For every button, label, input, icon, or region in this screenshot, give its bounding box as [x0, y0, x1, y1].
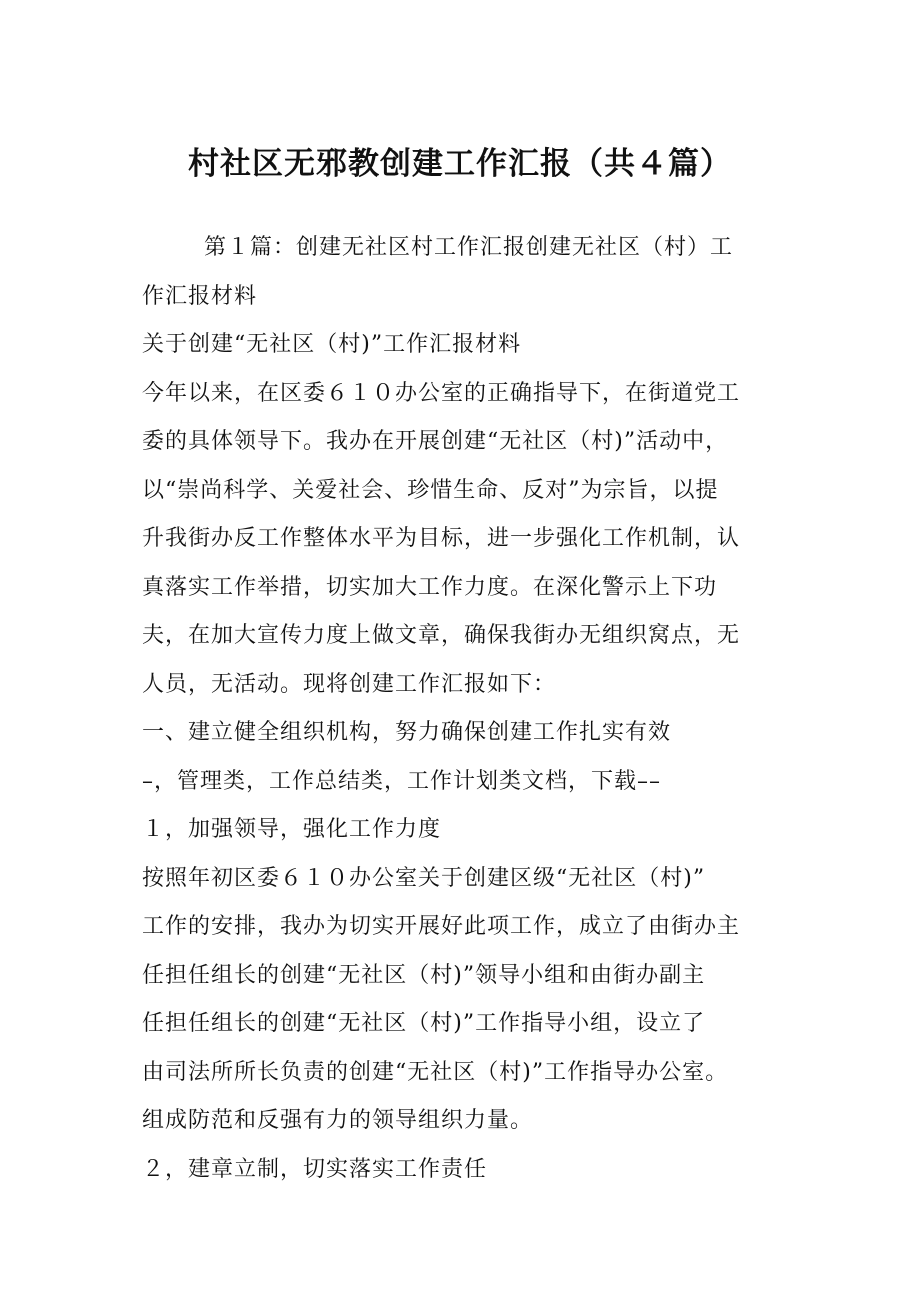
paragraph-line: 任担任组长的创建“无社区（村)”领导小组和由街办副主: [142, 962, 706, 988]
section-heading: 一、建立健全组织机构，努力确保创建工作扎实有效: [142, 720, 672, 745]
paragraph-line: 关于创建“无社区（村)”工作汇报材料: [142, 332, 522, 357]
paragraph-line: 真落实工作举措，切实加大工作力度。在深化警示上下功: [142, 574, 718, 600]
subsection-heading: １，加强领导，强化工作力度: [142, 817, 442, 842]
paragraph-line: 工作的安排，我办为切实开展好此项工作，成立了由街办主: [142, 914, 741, 939]
paragraph-line: 组成防范和反强有力的领导组织力量。: [142, 1108, 534, 1133]
document-title: 村社区无邪教创建工作汇报（共４篇）: [188, 146, 732, 182]
paragraph-line: 升我街办反工作整体水平为目标，进一步强化工作机制，认: [142, 526, 741, 551]
paragraph-line: 人员，无活动。现将创建工作汇报如下：: [142, 671, 557, 697]
document-body: [142, 224, 802, 1194]
paragraph-line: 夫，在加大宣传力度上做文章，确保我街办无组织窝点，无: [142, 623, 741, 648]
paragraph-line: 以“崇尚科学、关爱社会、珍惜生命、反对”为宗旨，以提: [142, 477, 719, 503]
paragraph-line: 今年以来，在区委６１０办公室的正确指导下，在街道党工: [142, 380, 741, 406]
paragraph-line: 委的具体领导下。我办在开展创建“无社区（村)”活动中，: [142, 429, 729, 454]
paragraph-line: 由司法所所长负责的创建“无社区（村)”工作指导办公室。: [142, 1059, 729, 1085]
paragraph-line: 第１篇：创建无社区村工作汇报创建无社区（村）工: [204, 235, 734, 260]
paragraph-line: –，管理类，工作总结类，工作计划类文档，下载––: [142, 768, 662, 794]
paragraph-line: 任担任组长的创建“无社区（村)”工作指导小组，设立了: [142, 1011, 706, 1036]
paragraph-line: 作汇报材料: [142, 283, 258, 309]
subsection-heading: ２，建章立制，切实落实工作责任: [142, 1156, 488, 1182]
paragraph-line: 按照年初区委６１０办公室关于创建区级“无社区（村)”: [142, 865, 706, 891]
